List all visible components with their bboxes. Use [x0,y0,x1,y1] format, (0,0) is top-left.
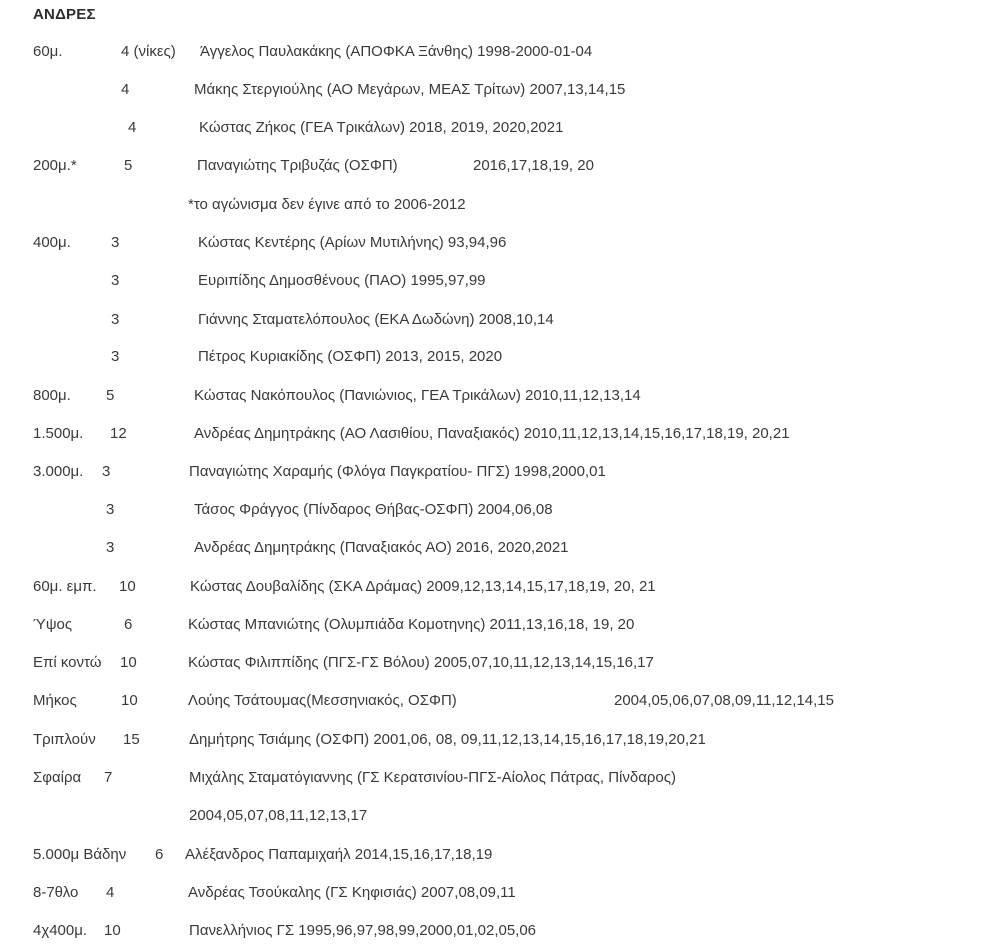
event-name: Επί κοντώ [33,654,102,671]
athlete-entry: Ανδρέας Δημητράκης (ΑΟ Λασιθίου, Παναξιακός) 2010,11,12,13,14,15,16,17,18,19, 20,21 [194,425,790,442]
event-name: 3.000μ. [33,463,84,480]
years-list: 2016,17,18,19, 20 [473,157,594,174]
athlete-entry: Δημήτρης Τσιάμης (ΟΣΦΠ) 2001,06, 08, 09,11,12,13,14,15,16,17,18,19,20,21 [189,731,706,748]
wins-count: 3 [111,272,120,289]
wins-count: 5 [124,157,133,174]
wins-count: 4 [128,119,137,136]
athlete-entry: Παναγιώτης Χαραμής (Φλόγα Παγκρατίου- ΠΓΣ) 1998,2000,01 [189,463,606,480]
event-name: 60μ. [33,43,63,60]
wins-count: 7 [104,769,113,786]
athlete-entry: Παναγιώτης Τριβυζάς (ΟΣΦΠ) [197,157,398,174]
wins-count: 4 [106,884,115,901]
wins-count: 15 [123,731,140,748]
athlete-entry: Λούης Τσάτουμας(Μεσσηνιακός, ΟΣΦΠ) [188,692,457,709]
event-name: 400μ. [33,234,71,251]
wins-count: 4 (νίκες) [121,43,176,60]
wins-count: 6 [124,616,133,633]
athlete-entry: Μάκης Στεργιούλης (ΑΟ Μεγάρων, ΜΕΑΣ Τρίτων) 2007,13,14,15 [194,81,626,98]
event-name: 1.500μ. [33,425,84,442]
wins-count: 10 [120,654,137,671]
section-heading: ΑΝΔΡΕΣ [33,6,96,23]
athlete-entry: Μιχάλης Σταματόγιαννης (ΓΣ Κερατσινίου-ΠΓΣ-Αίολος Πάτρας, Πίνδαρος) [189,769,676,786]
event-name: 800μ. [33,387,71,404]
athlete-entry: Άγγελος Παυλακάκης (ΑΠΟΦΚΑ Ξάνθης) 1998-2000-01-04 [200,43,593,60]
event-name: Μήκος [33,692,77,709]
event-name: 4χ400μ. [33,922,88,939]
event-name: 60μ. εμπ. [33,578,97,595]
wins-count: 10 [104,922,121,939]
wins-count: 10 [119,578,136,595]
wins-count: 10 [121,692,138,709]
wins-count: 3 [106,501,115,518]
athlete-entry: Κώστας Ζήκος (ΓΕΑ Τρικάλων) 2018, 2019, 2020,2021 [199,119,564,136]
athlete-entry: Ευριπίδης Δημοσθένους (ΠΑΟ) 1995,97,99 [198,272,486,289]
athlete-entry: Κώστας Μπανιώτης (Ολυμπιάδα Κομοτηνης) 2011,13,16,18, 19, 20 [188,616,635,633]
wins-count: 6 [155,846,164,863]
athlete-entry: Κώστας Νακόπουλος (Πανιώνιος, ΓΕΑ Τρικάλων) 2010,11,12,13,14 [194,387,641,404]
event-name: Σφαίρα [33,769,82,786]
event-name: Ύψος [33,616,73,633]
event-name: 200μ.* [33,157,77,174]
footnote: *το αγώνισμα δεν έγινε από το 2006-2012 [188,196,466,213]
athlete-entry: Τάσος Φράγγος (Πίνδαρος Θήβας-ΟΣΦΠ) 2004,06,08 [194,501,553,518]
athlete-entry: Ανδρέας Δημητράκης (Παναξιακός ΑΟ) 2016, 2020,2021 [194,539,569,556]
wins-count: 3 [111,234,120,251]
wins-count: 3 [102,463,111,480]
wins-count: 3 [106,539,115,556]
event-name: 8-7θλο [33,884,79,901]
event-name: 5.000μ Βάδην [33,846,127,863]
wins-count: 5 [106,387,115,404]
wins-count: 12 [110,425,127,442]
wins-count: 3 [111,311,120,328]
wins-count: 3 [111,348,120,365]
event-name: Τριπλούν [33,731,96,748]
athlete-entry: Κώστας Κεντέρης (Αρίων Μυτιλήνης) 93,94,96 [198,234,507,251]
athlete-entry: Γιάννης Σταματελόπουλος (ΕΚΑ Δωδώνη) 2008,10,14 [198,311,554,328]
athlete-entry: Κώστας Φιλιππίδης (ΠΓΣ-ΓΣ Βόλου) 2005,07,10,11,12,13,14,15,16,17 [188,654,654,671]
wins-count: 4 [121,81,130,98]
years-list: 2004,05,06,07,08,09,11,12,14,15 [614,692,834,709]
athlete-entry: Ανδρέας Τσούκαλης (ΓΣ Κηφισιάς) 2007,08,09,11 [188,884,516,901]
athlete-entry: Πέτρος Κυριακίδης (ΟΣΦΠ) 2013, 2015, 2020 [198,348,503,365]
athlete-entry: Κώστας Δουβαλίδης (ΣΚΑ Δράμας) 2009,12,13,14,15,17,18,19, 20, 21 [190,578,656,595]
athlete-entry: Πανελλήνιος ΓΣ 1995,96,97,98,99,2000,01,02,05,06 [189,922,537,939]
athlete-entry: Αλέξανδρος Παπαμιχαήλ 2014,15,16,17,18,19 [185,846,493,863]
athlete-entry: 2004,05,07,08,11,12,13,17 [189,807,368,824]
